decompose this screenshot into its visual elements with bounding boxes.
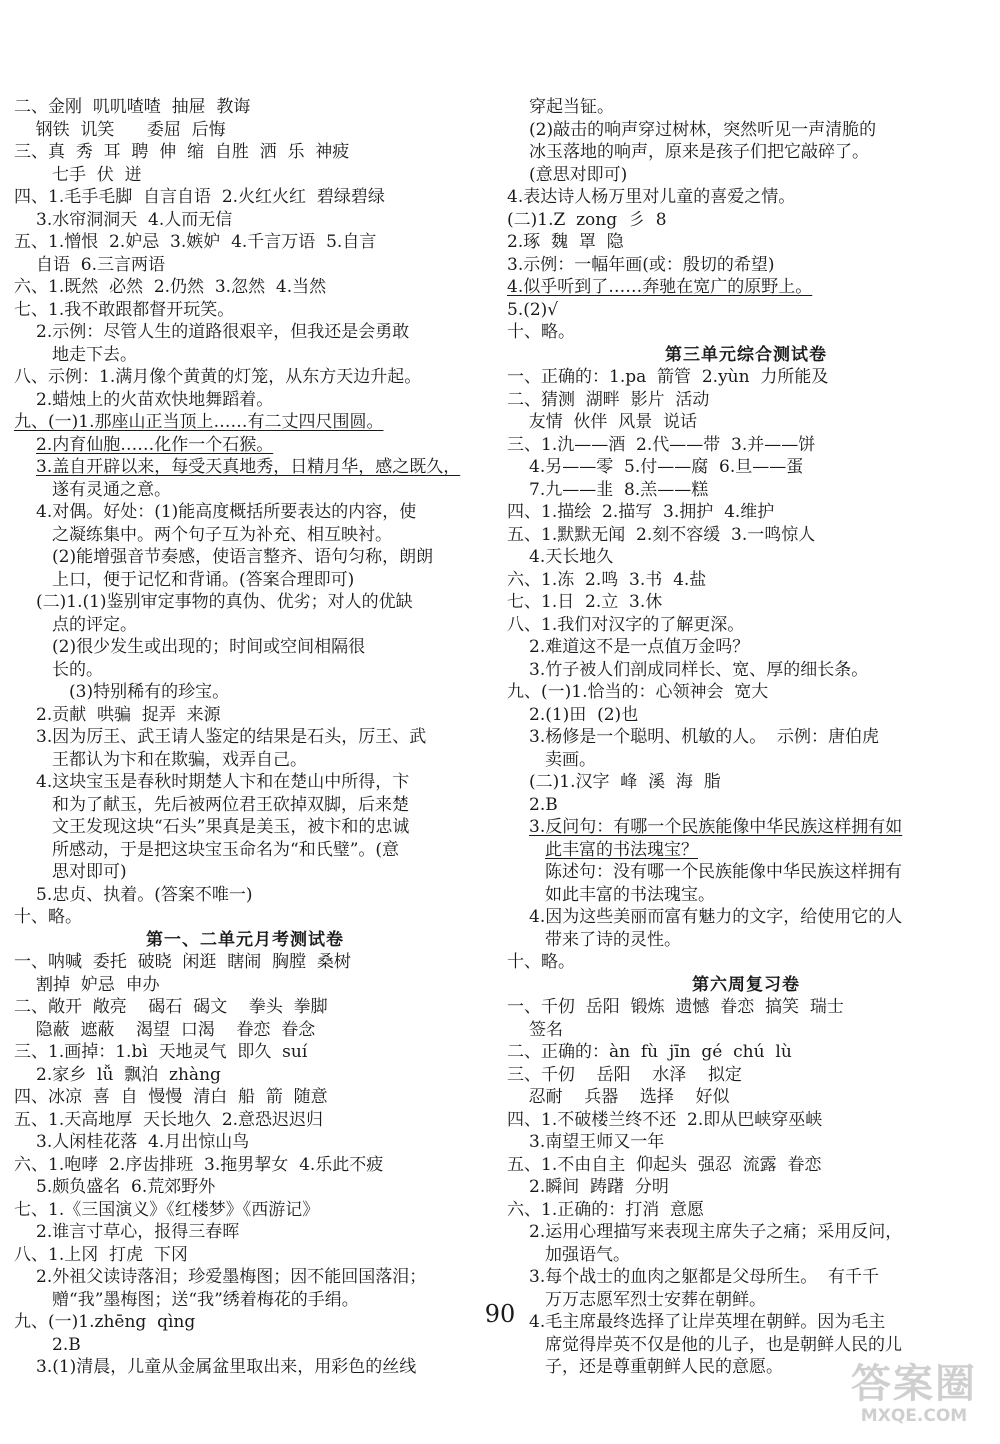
answer-line: 4.这块宝玉是春秋时期楚人卞和在楚山中所得，卞 (36, 772, 410, 792)
answer-line: 忍耐 兵器 选择 好似 (507, 1087, 730, 1107)
answer-line: 加强语气。 (545, 1244, 630, 1265)
answer-line: 和为了献玉，先后被两位君王砍掉双脚，后来楚 (52, 794, 409, 815)
answer-line: 自语 6.三言两语 (36, 254, 166, 275)
answer-line: 所感动，于是把这块宝玉命名为“和氏璧”。(意 (52, 839, 400, 860)
page-number: 90 (484, 1300, 516, 1328)
answer-line: 长的。 (52, 659, 103, 680)
answer-line: (2)能增强音节奏感，使语言整齐、语句匀称，朗朗 (52, 547, 434, 567)
answer-line: 卖画。 (545, 749, 596, 770)
answer-line: 2.示例：尽管人生的道路很艰辛，但我还是会勇敢 (36, 322, 410, 342)
answer-line: 七、1.我不敢跟都督开玩笑。 (14, 299, 235, 320)
answer-line: 地走下去。 (52, 344, 137, 365)
answer-line: 万万志愿军烈士安葬在朝鲜。 (545, 1289, 766, 1310)
answer-line: 五、1.天高地厚 天长地久 2.意恐迟迟归 (14, 1109, 324, 1130)
answer-line: 冰玉落地的响声，原来是孩子们把它敲碎了。 (529, 142, 869, 162)
answer-line: (意思对即可) (529, 164, 628, 185)
section-title: 第六周复习卷 (692, 974, 800, 995)
answer-line: 上口，便于记忆和背诵。(答案合理即可) (52, 569, 355, 590)
answer-line: 带来了诗的灵性。 (545, 929, 681, 950)
answer-line: 二、敞开 敞亮 碣石 碣文 拳头 拳脚 (14, 997, 328, 1017)
answer-line: 钢铁 讥笑 委屈 后悔 (14, 119, 226, 140)
answer-line: 三、1.氿——酒 2.代——带 3.并——饼 (507, 434, 816, 455)
answer-line: 3.竹子被人们剖成同样长、宽、厚的细长条。 (529, 659, 869, 680)
answer-line: 4.另——零 5.付——腐 6.旦——蛋 (529, 457, 804, 477)
answer-line: 王都认为卞和在欺骗，戏弄自己。 (52, 749, 307, 770)
answer-line: 2.内育仙胞……化作一个石猴。 (36, 434, 274, 455)
answer-line: 5.(2)√ (507, 299, 559, 320)
answer-line: 2.琢 魏 罩 隐 (507, 232, 624, 252)
answer-line: 七、1.《三国演义》《红楼梦》《西游记》 (14, 1199, 320, 1220)
answer-line: 友情 伙伴 风景 说话 (507, 412, 698, 432)
answer-line: 八、示例：1.满月像个黄黄的灯笼，从东方天边升起。 (14, 367, 422, 387)
answer-line: 如此丰富的书法瑰宝。 (545, 884, 715, 905)
answer-line: 三、真 秀 耳 聘 伸 缩 自胜 洒 乐 神疲 (14, 142, 350, 162)
answer-line: 五、1.憎恨 2.妒忌 3.嫉妒 4.千言万语 5.自言 (14, 232, 377, 252)
answer-line: 思对即可) (52, 862, 127, 882)
watermark-logo-text: 答案圈 (851, 1360, 977, 1407)
answer-line: 隐蔽 遮蔽 渴望 口渴 眷恋 眷念 (14, 1019, 316, 1040)
answer-line: (2)很少发生或出现的；时间或空间相隔很 (52, 637, 366, 657)
answer-line: 3.(1)清晨，儿童从金属盆里取出来，用彩色的丝线 (36, 1357, 417, 1377)
answer-line: 签名 (529, 1019, 563, 1040)
answer-line: 五、1.默默无闻 2.刻不容缓 3.一鸣惊人 (507, 524, 816, 545)
answer-line: 3.盖自开辟以来，每受天真地秀，日精月华，感之既久， (36, 457, 461, 477)
answer-line: 点的评定。 (52, 614, 137, 635)
answer-line: 二、正确的：àn fù jīn gé chú lù (507, 1042, 792, 1062)
answer-line: 2.B (529, 794, 558, 815)
left-column (14, 96, 476, 1379)
answer-line: (2)敲击的响声穿过树林，突然听见一声清脆的 (529, 119, 877, 140)
answer-line: 2.贡献 哄骗 捉弄 来源 (36, 704, 221, 725)
answer-line: (二)1.(1)鉴别审定事物的真伪、优劣；对人的优缺 (36, 592, 413, 612)
answer-line: 2.蜡烛上的火苗欢快地舞蹈着。 (36, 389, 274, 410)
answer-line: 穿起当钲。 (529, 97, 614, 117)
answer-line: 九、(一)1.zhēng qìng (14, 1312, 196, 1332)
answer-line: 3.因为厉王、武王请人鉴定的结果是石头，厉王、武 (36, 727, 427, 747)
answer-line: 3.南望王师又一年 (529, 1132, 665, 1152)
answer-line: 2.难道这不是一点值万金吗？ (529, 637, 750, 657)
answer-line: 3.杨修是一个聪明、机敏的人。 示例：唐伯虎 (529, 727, 880, 747)
answer-line: 六、1.咆哮 2.序齿排班 3.拖男挈女 4.乐此不疲 (14, 1154, 384, 1175)
answer-line: 十、略。 (14, 907, 82, 927)
answer-line: 4.似乎听到了……奔驰在宽广的原野上。 (507, 277, 813, 297)
answer-line: 四、1.描绘 2.描写 3.拥护 4.维护 (507, 502, 775, 522)
section-title: 第一、二单元月考测试卷 (146, 929, 344, 950)
answer-line: (3)特别稀有的珍宝。 (69, 682, 230, 702)
answer-line: 2.(1)田 (2)也 (529, 704, 639, 725)
answer-line: 2.谁言寸草心，报得三春晖 (36, 1222, 240, 1242)
answer-line: 陈述句：没有哪一个民族能像中华民族这样拥有 (545, 862, 902, 882)
watermark-site: MXQE.COM (860, 1406, 968, 1426)
answer-line: 三、1.画掉：1.bì 天地灵气 即久 suí (14, 1042, 308, 1062)
answer-line: 3.每个战士的血肉之躯都是父母所生。 有千千 (529, 1267, 880, 1287)
answer-line: 七、1.日 2.立 3.休 (507, 592, 663, 612)
answer-line: 4.表达诗人杨万里对儿童的喜爱之情。 (507, 187, 796, 207)
answer-line: (二)1.汉字 峰 溪 海 脂 (529, 772, 721, 792)
answer-line: 7.九——韭 8.羔——糕 (529, 479, 709, 500)
answer-line: 4.因为这些美丽而富有魅力的文字，给使用它的人 (529, 907, 903, 927)
answer-line: 四、1.毛手毛脚 自言自语 2.火红火红 碧绿碧绿 (14, 187, 385, 207)
answer-line: 2.外祖父读诗落泪；珍爱墨梅图；因不能回国落泪； (36, 1267, 427, 1287)
right-column (507, 96, 985, 1379)
answer-line: 4.对偶。好处：(1)能高度概括所要表达的内容，使 (36, 502, 417, 522)
answer-line: 4.天长地久 (529, 547, 614, 567)
answer-line: 割掉 妒忌 申办 (36, 974, 160, 995)
answer-line: 十、略。 (507, 952, 575, 972)
answer-line: 四、冰凉 喜 自 慢慢 清白 船 箭 随意 (14, 1087, 328, 1107)
answer-line: 一、正确的：1.pa 箭管 2.yùn 力所能及 (507, 367, 829, 387)
answer-line: 3.水帘洞洞天 4.人而无信 (36, 209, 233, 230)
answer-line: 2.B (52, 1334, 81, 1355)
answer-line: 六、1.正确的：打消 意愿 (507, 1199, 705, 1220)
section-title: 第三单元综合测试卷 (665, 344, 827, 365)
answer-line: 3.反问句：有哪一个民族能像中华民族这样拥有如 (529, 817, 903, 837)
answer-line: 5.忠贞、执着。(答案不唯一) (36, 884, 253, 905)
answer-line: 一、呐喊 委托 破晓 闲逛 瞎闹 胸膛 桑树 (14, 952, 351, 972)
answer-line: 遂有灵通之意。 (52, 479, 171, 500)
watermark-logo (850, 1362, 978, 1434)
answer-line: 子，还是尊重朝鲜人民的意愿。 (545, 1357, 783, 1377)
answer-line: 2.家乡 lǚ 飘泊 zhàng (36, 1064, 221, 1085)
answer-line: (二)1.Z zong 彡 8 (507, 209, 667, 230)
answer-line: 2.瞬间 踌躇 分明 (529, 1177, 669, 1197)
answer-line: 九、(一)1.恰当的：心领神会 宽大 (507, 682, 769, 702)
answer-line: 席觉得岸英不仅是他的儿子，也是朝鲜人民的儿 (545, 1334, 902, 1355)
answer-line: 之凝练集中。两个句子互为补充、相互映衬。 (52, 524, 392, 545)
answer-line: 3.人闲桂花落 4.月出惊山鸟 (36, 1132, 250, 1152)
answer-line: 2.运用心理描写来表现主席失子之痛；采用反问， (529, 1222, 903, 1242)
answer-line: 四、1.不破楼兰终不还 2.即从巴峡穿巫峡 (507, 1109, 823, 1130)
answer-line: 八、1.上冈 打虎 下冈 (14, 1244, 188, 1265)
answer-line: 3.示例：一幅年画(或：殷切的希望) (507, 254, 775, 275)
answer-line: 三、千仞 岳阳 水泽 拟定 (507, 1064, 742, 1085)
answer-line: 五、1.不由自主 仰起头 强忍 流露 眷恋 (507, 1154, 822, 1175)
answer-line: 二、金刚 叽叽喳喳 抽屉 教诲 (14, 97, 251, 117)
answer-line: 一、千仞 岳阳 锻炼 遗憾 眷恋 搞笑 瑞士 (507, 997, 844, 1017)
answer-line: 九、(一)1.那座山正当顶上……有二丈四尺围圆。 (14, 412, 384, 432)
answer-line: 六、1.既然 必然 2.仍然 3.忽然 4.当然 (14, 277, 327, 297)
answer-line: 赠“我”墨梅图；送“我”绣着梅花的手绢。 (52, 1289, 359, 1310)
answer-line: 此丰富的书法瑰宝？ (545, 839, 698, 860)
answer-line: 七手 伏 迸 (52, 164, 142, 185)
answer-line: 十、略。 (507, 322, 575, 342)
answer-line: 4.毛主席最终选择了让岸英埋在朝鲜。因为毛主 (529, 1312, 886, 1332)
answer-line: 5.颇负盛名 6.荒郊野外 (36, 1177, 216, 1197)
answer-line: 八、1.我们对汉字的了解更深。 (507, 614, 745, 635)
answer-line: 六、1.冻 2.鸣 3.书 4.盐 (507, 569, 707, 590)
answer-line: 二、猜测 湖畔 影片 活动 (507, 389, 710, 410)
answer-line: 文王发现这块“石头”果真是美玉，被卞和的忠诚 (52, 817, 410, 837)
